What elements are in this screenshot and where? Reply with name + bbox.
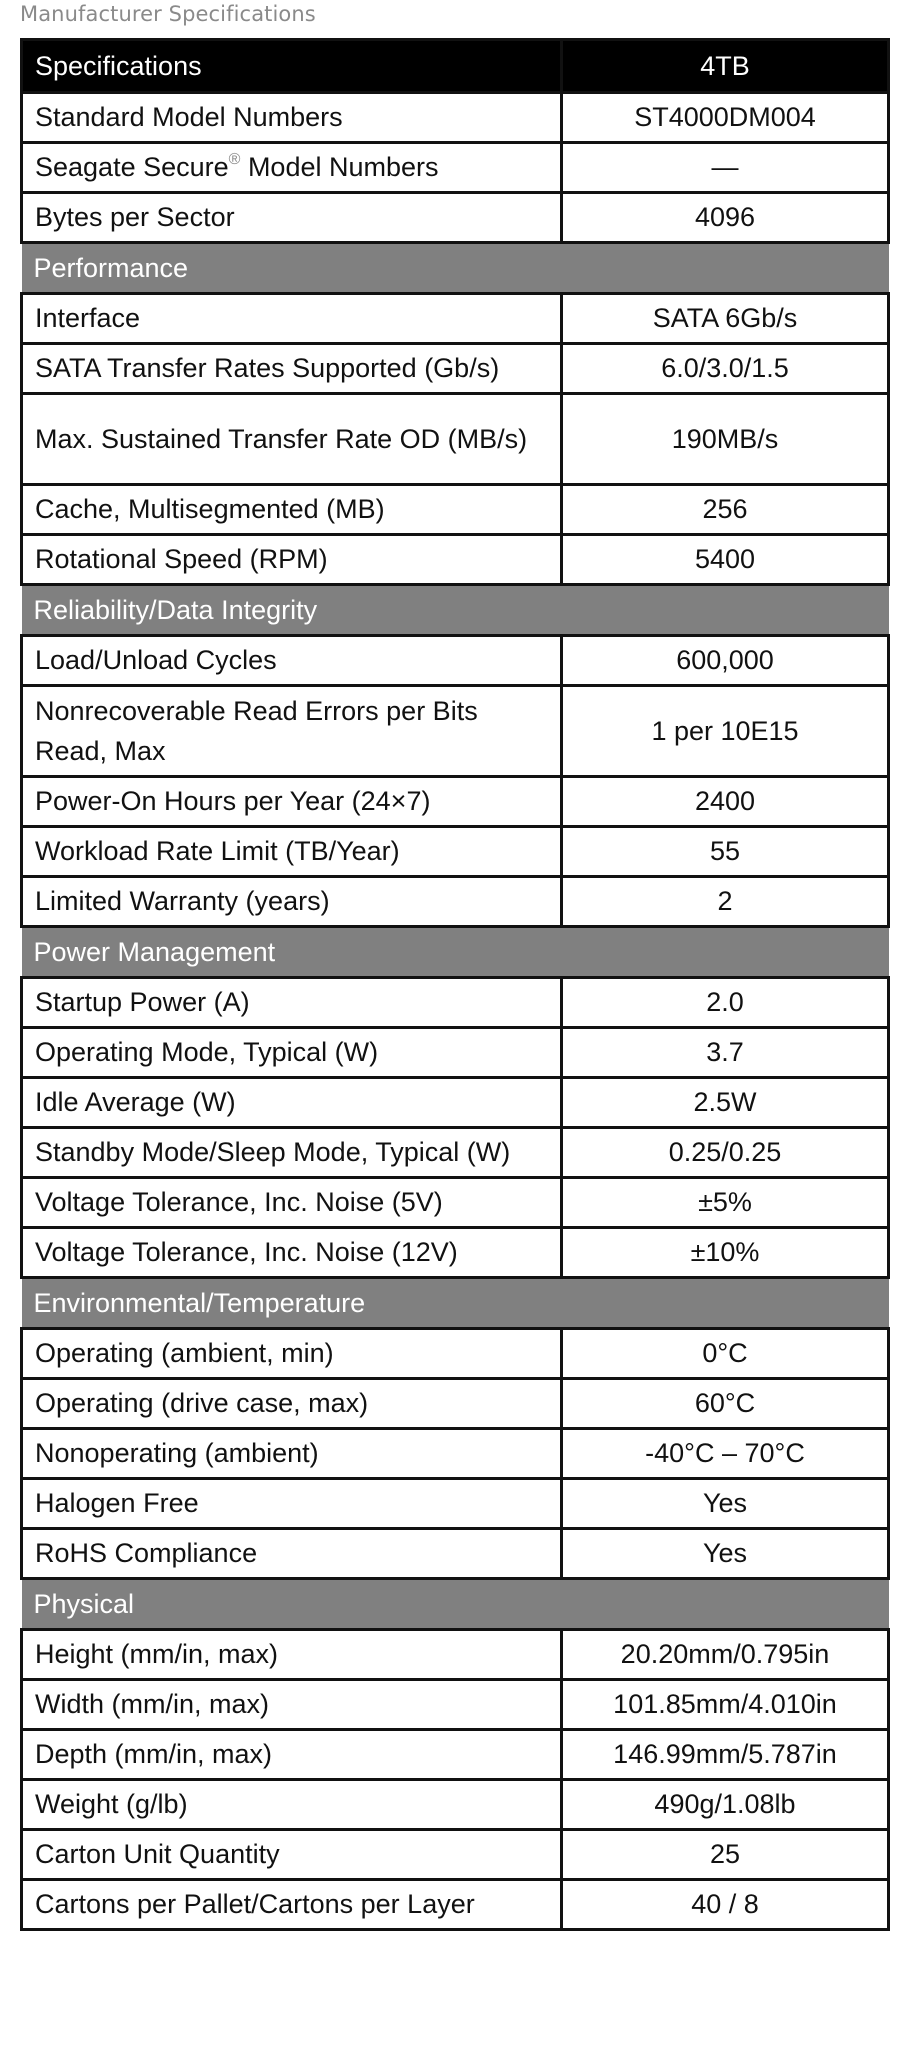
spec-row xyxy=(22,1128,889,1178)
spec-value: 190MB/s xyxy=(562,394,889,485)
spec-value: 60°C xyxy=(562,1379,889,1429)
spec-table xyxy=(20,38,890,1931)
spec-value: Yes xyxy=(562,1479,889,1529)
spec-row xyxy=(22,1830,889,1880)
section-title: Environmental/Temperature xyxy=(22,1278,889,1329)
spec-label: Cache, Multisegmented (MB) xyxy=(22,485,562,535)
spec-row xyxy=(22,1630,889,1680)
spec-row xyxy=(22,1479,889,1529)
spec-label: Rotational Speed (RPM) xyxy=(22,535,562,585)
spec-value: 2.0 xyxy=(562,978,889,1028)
spec-value: ST4000DM004 xyxy=(562,93,889,143)
spec-value: 0°C xyxy=(562,1329,889,1379)
spec-label: Nonoperating (ambient) xyxy=(22,1429,562,1479)
spec-label: Standby Mode/Sleep Mode, Typical (W) xyxy=(22,1128,562,1178)
spec-value: 20.20mm/0.795in xyxy=(562,1630,889,1680)
spec-label xyxy=(22,143,562,193)
spec-row xyxy=(22,485,889,535)
registered-mark: ® xyxy=(228,151,241,169)
spec-row xyxy=(22,143,889,193)
spec-value: ±5% xyxy=(562,1178,889,1228)
spec-value: 1 per 10E15 xyxy=(562,686,889,777)
spec-value: 600,000 xyxy=(562,636,889,686)
spec-label: Height (mm/in, max) xyxy=(22,1630,562,1680)
spec-label: Idle Average (W) xyxy=(22,1078,562,1128)
spec-row xyxy=(22,535,889,585)
spec-value: 0.25/0.25 xyxy=(562,1128,889,1178)
spec-row xyxy=(22,1429,889,1479)
section-title: Physical xyxy=(22,1579,889,1630)
page-caption: Manufacturer Specifications xyxy=(20,2,316,26)
spec-value: ±10% xyxy=(562,1228,889,1278)
spec-label: Workload Rate Limit (TB/Year) xyxy=(22,827,562,877)
spec-row xyxy=(22,193,889,243)
spec-label: Halogen Free xyxy=(22,1479,562,1529)
spec-label: Carton Unit Quantity xyxy=(22,1830,562,1880)
spec-label-suffix: Model Numbers xyxy=(240,152,439,183)
spec-value: — xyxy=(562,143,889,193)
spec-row xyxy=(22,1730,889,1780)
section-row-performance xyxy=(22,243,889,294)
spec-row xyxy=(22,827,889,877)
header-value: 4TB xyxy=(562,40,889,93)
section-row-environmental-temperature xyxy=(22,1278,889,1329)
spec-label: Cartons per Pallet/Cartons per Layer xyxy=(22,1880,562,1930)
spec-value: 146.99mm/5.787in xyxy=(562,1730,889,1780)
spec-label: Operating Mode, Typical (W) xyxy=(22,1028,562,1078)
spec-value: 256 xyxy=(562,485,889,535)
spec-row xyxy=(22,1178,889,1228)
spec-label: SATA Transfer Rates Supported (Gb/s) xyxy=(22,344,562,394)
spec-row xyxy=(22,1680,889,1730)
spec-value: 2.5W xyxy=(562,1078,889,1128)
spec-label: Limited Warranty (years) xyxy=(22,877,562,927)
spec-table-body xyxy=(22,40,889,1930)
section-row-physical xyxy=(22,1579,889,1630)
spec-row xyxy=(22,1078,889,1128)
spec-row xyxy=(22,1028,889,1078)
spec-label: Width (mm/in, max) xyxy=(22,1680,562,1730)
spec-label: Max. Sustained Transfer Rate OD (MB/s) xyxy=(22,394,562,485)
spec-label: Voltage Tolerance, Inc. Noise (5V) xyxy=(22,1178,562,1228)
spec-label: Nonrecoverable Read Errors per Bits Read, Max xyxy=(22,686,562,777)
spec-value: 6.0/3.0/1.5 xyxy=(562,344,889,394)
spec-label: Depth (mm/in, max) xyxy=(22,1730,562,1780)
section-title: Reliability/Data Integrity xyxy=(22,585,889,636)
spec-value: 5400 xyxy=(562,535,889,585)
spec-row xyxy=(22,1780,889,1830)
spec-label: Operating (drive case, max) xyxy=(22,1379,562,1429)
spec-row xyxy=(22,1529,889,1579)
spec-label: Operating (ambient, min) xyxy=(22,1329,562,1379)
spec-label: Voltage Tolerance, Inc. Noise (12V) xyxy=(22,1228,562,1278)
spec-label: Bytes per Sector xyxy=(22,193,562,243)
spec-row xyxy=(22,1880,889,1930)
spec-value: -40°C – 70°C xyxy=(562,1429,889,1479)
spec-row xyxy=(22,1228,889,1278)
spec-value: 101.85mm/4.010in xyxy=(562,1680,889,1730)
spec-label-text: Seagate Secure xyxy=(35,152,229,183)
spec-row xyxy=(22,294,889,344)
spec-label: Startup Power (A) xyxy=(22,978,562,1028)
spec-value: 2400 xyxy=(562,777,889,827)
header-label: Specifications xyxy=(22,40,562,93)
spec-label: RoHS Compliance xyxy=(22,1529,562,1579)
table-header-row xyxy=(22,40,889,93)
spec-value: 40 / 8 xyxy=(562,1880,889,1930)
spec-row xyxy=(22,394,889,485)
spec-value: 55 xyxy=(562,827,889,877)
spec-row xyxy=(22,978,889,1028)
spec-row xyxy=(22,777,889,827)
spec-row xyxy=(22,877,889,927)
section-title: Power Management xyxy=(22,927,889,978)
spec-value: 4096 xyxy=(562,193,889,243)
spec-label: Standard Model Numbers xyxy=(22,93,562,143)
section-row-reliability-data-integrity xyxy=(22,585,889,636)
section-title: Performance xyxy=(22,243,889,294)
spec-row xyxy=(22,1329,889,1379)
spec-value: 3.7 xyxy=(562,1028,889,1078)
spec-value: 2 xyxy=(562,877,889,927)
spec-label: Power-On Hours per Year (24×7) xyxy=(22,777,562,827)
spec-value: Yes xyxy=(562,1529,889,1579)
spec-value: 490g/1.08lb xyxy=(562,1780,889,1830)
spec-row xyxy=(22,93,889,143)
spec-value: SATA 6Gb/s xyxy=(562,294,889,344)
spec-row xyxy=(22,686,889,777)
spec-label: Weight (g/lb) xyxy=(22,1780,562,1830)
spec-row xyxy=(22,1379,889,1429)
spec-label: Interface xyxy=(22,294,562,344)
spec-row xyxy=(22,344,889,394)
spec-label: Load/Unload Cycles xyxy=(22,636,562,686)
spec-row xyxy=(22,636,889,686)
spec-value: 25 xyxy=(562,1830,889,1880)
section-row-power-management xyxy=(22,927,889,978)
